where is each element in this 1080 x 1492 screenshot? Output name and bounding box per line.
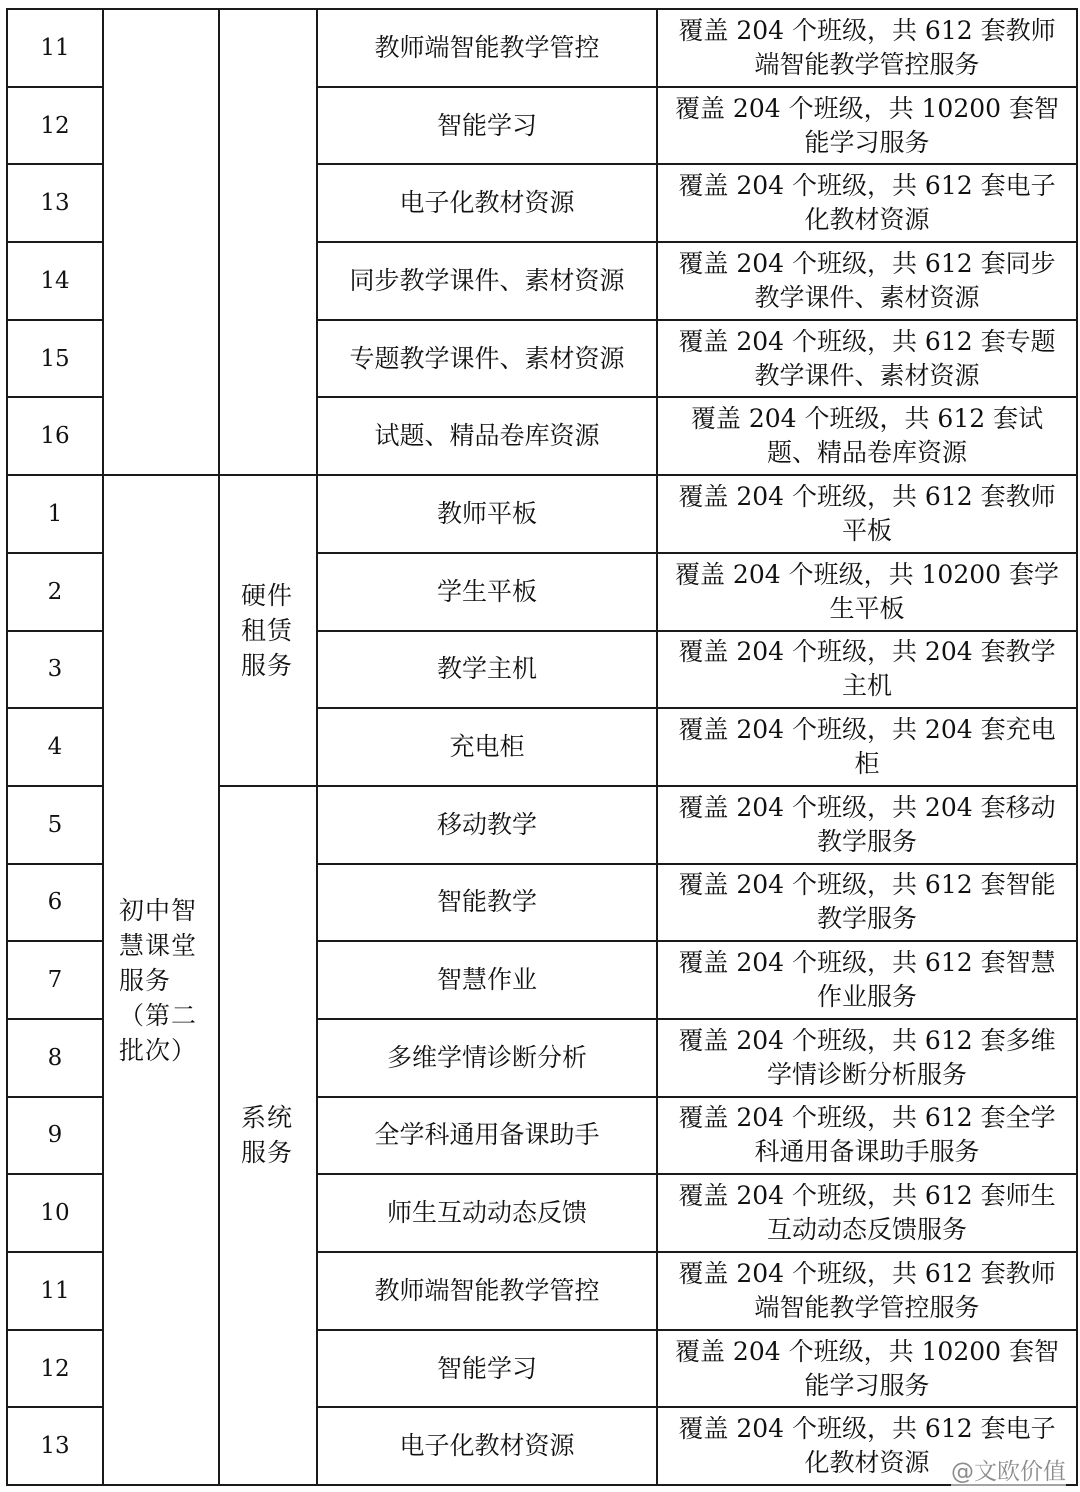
row-number: 7 [7,941,103,1019]
row-number: 3 [7,631,103,709]
row-number: 13 [7,164,103,242]
service-item: 教师端智能教学管控 [317,1252,657,1330]
service-list-table [6,8,1078,1486]
subcategory-cell-system [219,786,317,1485]
service-description: 覆盖 204 个班级，共 612 套全学科通用备课助手服务 [657,1097,1077,1175]
subcategory-label: 系统服务 [241,1103,294,1168]
service-description: 覆盖 204 个班级，共 612 套电子化教材资源 [657,1407,1077,1485]
category-cell [103,475,219,1485]
service-description: 覆盖 204 个班级，共 612 套多维学情诊断分析服务 [657,1019,1077,1097]
service-description: 覆盖 204 个班级，共 612 套智能教学服务 [657,864,1077,942]
row-number: 5 [7,786,103,864]
service-description: 覆盖 204 个班级，共 204 套移动教学服务 [657,786,1077,864]
row-number: 4 [7,708,103,786]
service-item: 智能教学 [317,864,657,942]
service-description: 覆盖 204 个班级，共 612 套智慧作业服务 [657,941,1077,1019]
service-description: 覆盖 204 个班级，共 10200 套学生平板 [657,553,1077,631]
service-item: 教师平板 [317,475,657,553]
service-description: 覆盖 204 个班级，共 612 套试题、精品卷库资源 [657,397,1077,475]
row-number: 10 [7,1174,103,1252]
service-item: 试题、精品卷库资源 [317,397,657,475]
service-item: 智能学习 [317,87,657,165]
subcategory-cell-hardware [219,475,317,786]
service-description: 覆盖 204 个班级，共 204 套教学主机 [657,631,1077,709]
row-number: 11 [7,1252,103,1330]
row-number: 9 [7,1097,103,1175]
service-description: 覆盖 204 个班级，共 612 套电子化教材资源 [657,164,1077,242]
service-item: 学生平板 [317,553,657,631]
service-description: 覆盖 204 个班级，共 612 套专题教学课件、素材资源 [657,320,1077,398]
row-number: 2 [7,553,103,631]
service-item: 教学主机 [317,631,657,709]
row-number: 8 [7,1019,103,1097]
row-number: 11 [7,9,103,87]
service-item: 师生互动动态反馈 [317,1174,657,1252]
table-row [7,9,1077,87]
service-item: 充电柜 [317,708,657,786]
row-number: 15 [7,320,103,398]
service-item: 多维学情诊断分析 [317,1019,657,1097]
subcategory-label: 硬件租赁服务 [241,581,294,680]
service-description: 覆盖 204 个班级，共 612 套教师平板 [657,475,1077,553]
service-item: 电子化教材资源 [317,1407,657,1485]
category-label: 初中智慧课堂服务（第二批次） [119,895,198,1065]
source-watermark: @文欧价值 [951,1453,1066,1486]
service-item: 全学科通用备课助手 [317,1097,657,1175]
service-item: 专题教学课件、素材资源 [317,320,657,398]
service-description: 覆盖 204 个班级，共 10200 套智能学习服务 [657,87,1077,165]
service-item: 电子化教材资源 [317,164,657,242]
service-description: 覆盖 204 个班级，共 612 套师生互动动态反馈服务 [657,1174,1077,1252]
subcategory-cell-continued [219,9,317,475]
service-description: 覆盖 204 个班级，共 612 套教师端智能教学管控服务 [657,9,1077,87]
service-item: 智慧作业 [317,941,657,1019]
service-description: 覆盖 204 个班级，共 612 套同步教学课件、素材资源 [657,242,1077,320]
row-number: 1 [7,475,103,553]
service-item: 教师端智能教学管控 [317,9,657,87]
row-number: 6 [7,864,103,942]
service-description: 覆盖 204 个班级，共 204 套充电柜 [657,708,1077,786]
service-item: 智能学习 [317,1330,657,1408]
row-number: 16 [7,397,103,475]
category-cell-continued [103,9,219,475]
service-description: 覆盖 204 个班级，共 10200 套智能学习服务 [657,1330,1077,1408]
service-description: 覆盖 204 个班级，共 612 套教师端智能教学管控服务 [657,1252,1077,1330]
table-row [7,475,1077,553]
service-item: 同步教学课件、素材资源 [317,242,657,320]
row-number: 12 [7,1330,103,1408]
service-item: 移动教学 [317,786,657,864]
row-number: 12 [7,87,103,165]
row-number: 14 [7,242,103,320]
row-number: 13 [7,1407,103,1485]
